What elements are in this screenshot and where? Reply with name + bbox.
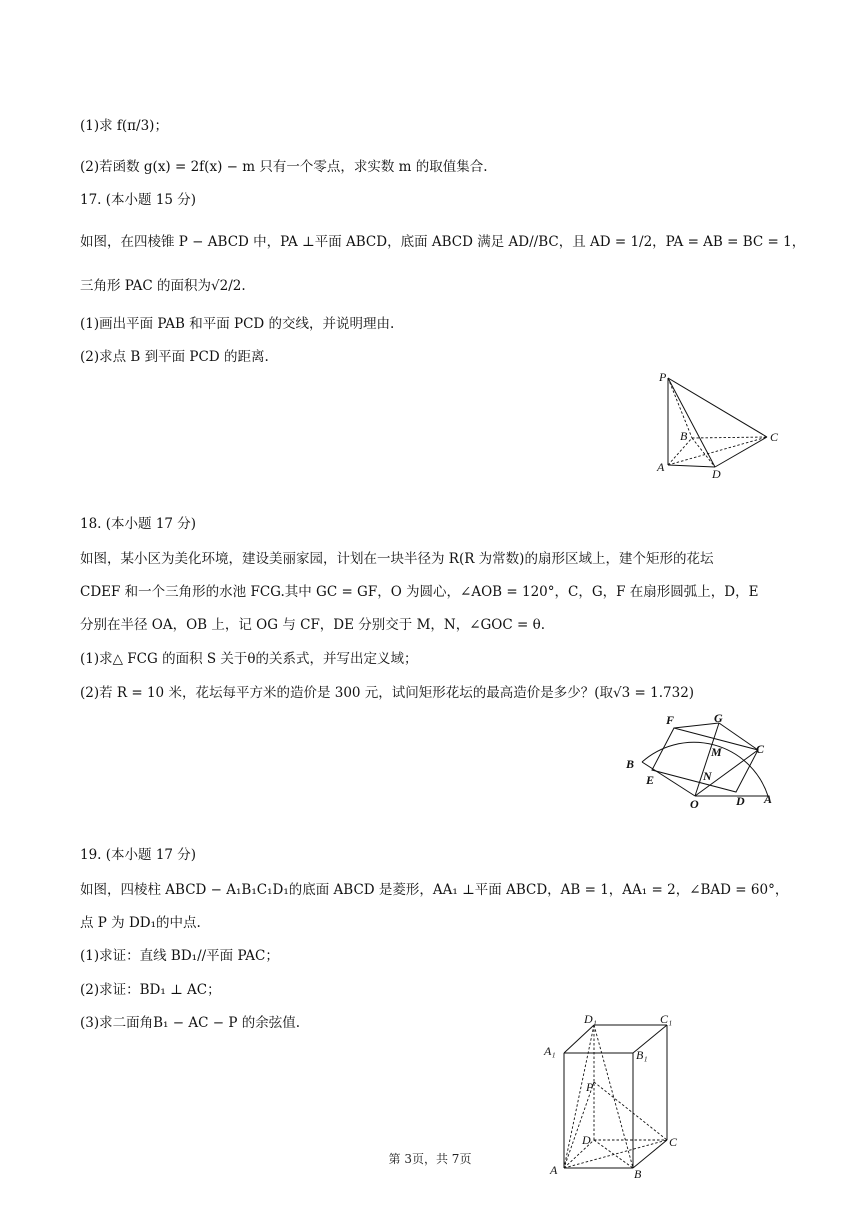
q19-part2: (2)求证：BD₁ ⊥ AC； — [80, 982, 221, 998]
q18-header: 18. (本小题 17 分) — [80, 516, 197, 532]
label-B1: B₁ — [636, 1048, 648, 1062]
label-F: F — [666, 713, 675, 727]
label-D: D — [712, 467, 721, 481]
q18-stem-line1: 如图，某小区为美化环境，建设美丽家园，计划在一块半径为 R(R 为常数)的扇形区域上，建个矩形的花坛 — [80, 551, 714, 567]
q18-part2: (2)若 R = 10 米，花坛每平方米的造价是 300 元，试问矩形花坛的最高造价是多少？(取√3 = 1.732) — [80, 685, 695, 701]
q19-part1: (1)求证：直线 BD₁//平面 PAC； — [80, 948, 279, 964]
label-G: G — [714, 712, 723, 725]
label-C1: C₁ — [660, 1012, 673, 1026]
q16-part1: (1)求 f(π/3)； — [80, 118, 168, 134]
label-C: C — [669, 1135, 678, 1149]
q17-part1: (1)画出平面 PAB 和平面 PCD 的交线，并说明理由. — [80, 316, 395, 332]
label-C: C — [770, 430, 779, 444]
q18-stem-line2: CDEF 和一个三角形的水池 FCG.其中 GC = GF，O 为圆心，∠AOB = 120°，C，G，F 在扇形圆弧上，D，E — [80, 584, 759, 600]
pyramid-figure — [650, 368, 790, 483]
q18-stem-line3: 分别在半径 OA，OB 上，记 OG 与 CF，DE 分别交于 M，N，∠GOC = θ. — [80, 617, 546, 633]
label-A: A — [550, 1163, 558, 1177]
label-E: E — [646, 773, 655, 787]
label-A1: A₁ — [544, 1044, 556, 1058]
label-B: B — [634, 1167, 642, 1181]
q19-stem-line1: 如图，四棱柱 ABCD − A₁B₁C₁D₁的底面 ABCD 是菱形，AA₁ ⊥平面 ABCD，AB = 1，AA₁ = 2，∠BAD = 60°， — [80, 882, 789, 898]
label-P: P — [659, 370, 667, 384]
q19-stem-line2: 点 P 为 DD₁的中点. — [80, 915, 201, 931]
label-D1: D₁ — [584, 1012, 597, 1026]
label-D: D — [582, 1133, 591, 1147]
q19-header: 19. (本小题 17 分) — [80, 847, 197, 863]
q18-part1: (1)求△ FCG 的面积 S 关于θ的关系式，并写出定义域； — [80, 651, 418, 667]
page-footer: 第 3页，共 7页 — [388, 1152, 472, 1166]
label-D: D — [736, 794, 745, 808]
q17-stem-line2: 三角形 PAC 的面积为√2/2. — [80, 278, 246, 294]
sector-figure — [622, 712, 782, 812]
q17-stem-line1: 如图，在四棱锥 P − ABCD 中，PA ⊥平面 ABCD，底面 ABCD 满足 AD//BC，且 AD = 1/2，PA = AB = BC = 1， — [80, 234, 806, 250]
label-O: O — [690, 797, 699, 811]
q19-part3: (3)求二面角B₁ − AC − P 的余弦值. — [80, 1015, 300, 1031]
q16-part2: (2)若函数 g(x) = 2f(x) − m 只有一个零点，求实数 m 的取值集合. — [80, 159, 488, 175]
label-B: B — [626, 757, 635, 771]
label-A: A — [657, 460, 665, 474]
label-B: B — [680, 429, 688, 443]
label-N: N — [703, 769, 712, 783]
label-C: C — [756, 742, 765, 756]
label-A: A — [764, 792, 773, 806]
label-M: M — [711, 745, 722, 759]
q17-header: 17. (本小题 15 分) — [80, 192, 197, 208]
label-P: P — [586, 1080, 594, 1094]
q17-part2: (2)求点 B 到平面 PCD 的距离. — [80, 349, 269, 365]
